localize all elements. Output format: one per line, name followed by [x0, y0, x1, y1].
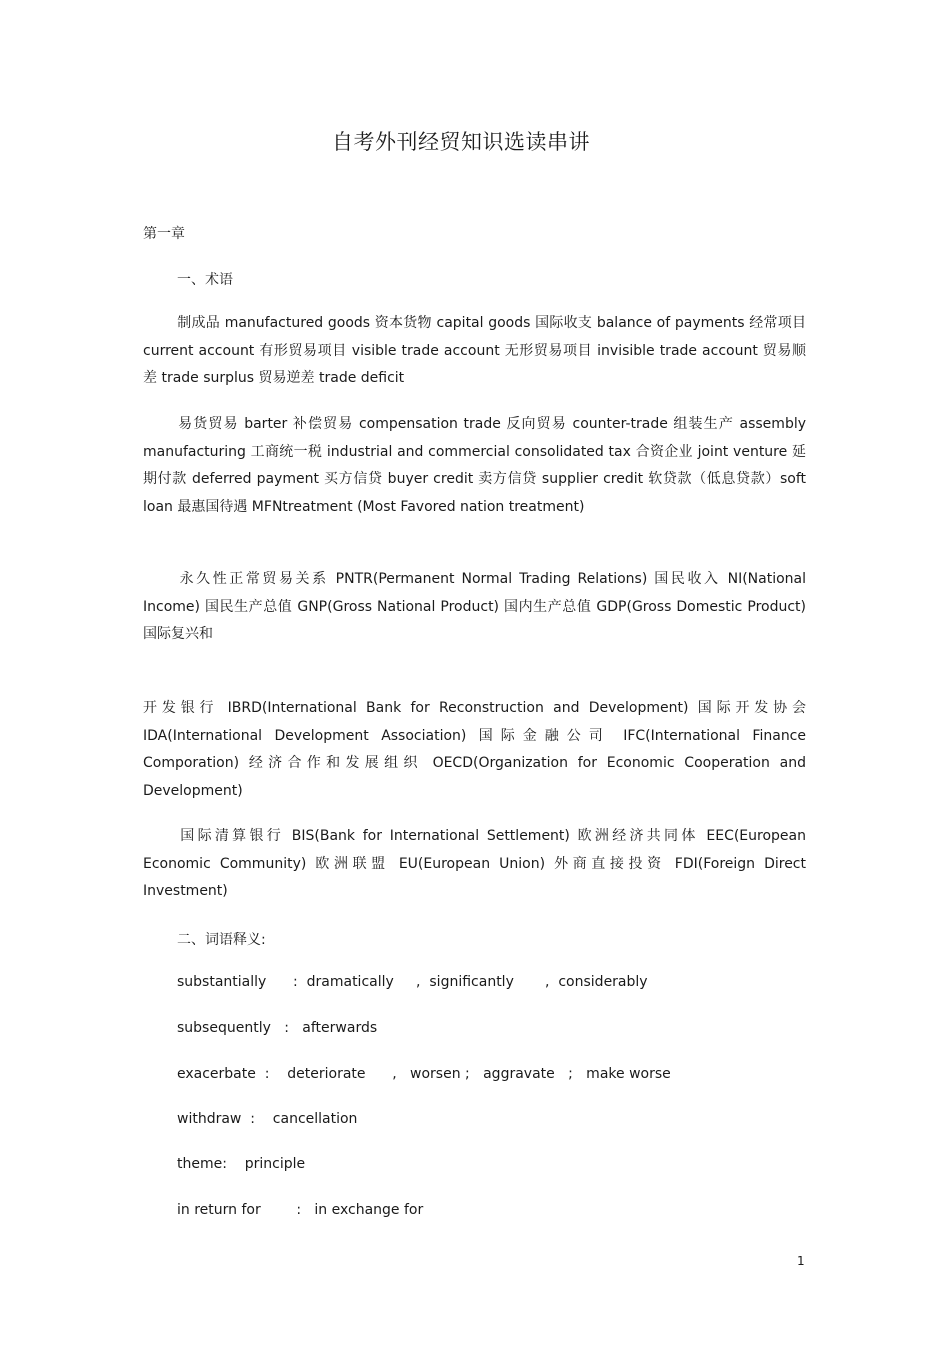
document-title: 自考外刊经贸知识选读串讲: [332, 130, 590, 154]
terms-paragraph: 永久性正常贸易关系 PNTR(Permanent Normal Trading Relations) 国民收入 NI(National Income) 国民生产总值 GNP(Gross National Product) 国内生产总值 GDP(Gross Domestic Product) 国际复兴和: [143, 571, 806, 643]
chapter-heading: 第一章: [143, 226, 185, 242]
section-heading-terms: 一、术语: [177, 272, 233, 288]
terms-paragraph: 制成品 manufactured goods 资本货物 capital goods 国际收支 balance of payments 经常项目 current account 有形贸易项目 visible trade account 无形贸易项目 invisible trade account 贸易顺差 trade surplus 贸易逆差 trade deficit: [143, 315, 806, 387]
definition-line: theme: principle: [177, 1156, 306, 1172]
definition-line: in return for : in exchange for: [177, 1202, 424, 1218]
definition-line: exacerbate : deteriorate , worsen ; aggravate ; make worse: [177, 1066, 671, 1082]
terms-paragraph: 国际清算银行 BIS(Bank for International Settlement) 欧洲经济共同体 EEC(European Economic Community) 欧洲联盟 EU(European Union) 外商直接投资 FDI(Foreign Direct Investment): [143, 828, 806, 900]
definition-line: withdraw : cancellation: [177, 1111, 358, 1127]
definition-line: substantially : dramatically , significantly , considerably: [177, 974, 648, 990]
definition-line: subsequently : afterwards: [177, 1020, 378, 1036]
page-number: 1: [797, 1254, 805, 1268]
terms-paragraph: 开发银行 IBRD(International Bank for Reconstruction and Development) 国际开发协会 IDA(International Development Association) 国际金融公司 IFC(International Finance Comporation) 经济合作和发展组织 OECD(Organization for Economic Cooperation and Development): [143, 700, 806, 799]
terms-paragraph: 易货贸易 barter 补偿贸易 compensation trade 反向贸易 counter-trade 组装生产 assembly manufacturing 工商统一税 industrial and commercial consolidated tax 合资企业 joint venture 延期付款 deferred payment 买方信贷 buyer credit 卖方信贷 supplier credit 软贷款（低息贷款）soft loan 最惠国待遇 MFNtreatment (Most Favored nation treatment): [143, 416, 806, 515]
section-heading-definitions: 二、词语释义:: [177, 932, 266, 948]
